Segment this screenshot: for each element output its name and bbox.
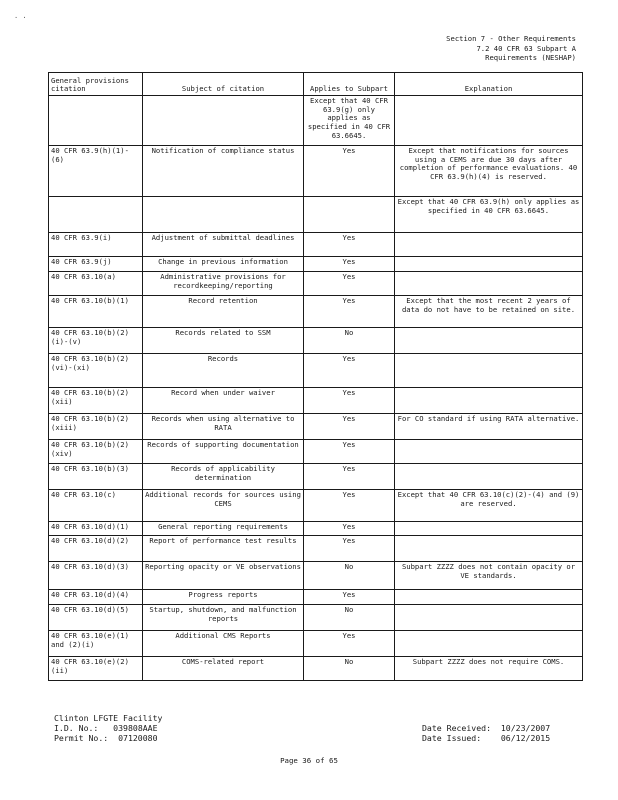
explanation-cell: Subpart ZZZZ does not require COMS. [395, 657, 583, 681]
explanation-cell [395, 233, 583, 257]
permit-label: Permit No.: [54, 733, 109, 744]
explanation-cell [395, 522, 583, 536]
applies-cell: No [304, 657, 395, 681]
subject-cell: Records when using alternative to RATA [143, 414, 304, 440]
table-row [49, 605, 583, 631]
applies-cell: Yes [304, 257, 395, 272]
table-row [49, 464, 583, 490]
subject-cell: Progress reports [143, 590, 304, 605]
explanation-cell [395, 440, 583, 464]
citation-cell: 40 CFR 63.10(b)(3) [49, 464, 143, 490]
applies-cell: Yes [304, 296, 395, 328]
citation-cell: 40 CFR 63.10(c) [49, 490, 143, 522]
subject-cell: Additional CMS Reports [143, 631, 304, 657]
header-line-1: Section 7 - Other Requirements [446, 34, 576, 43]
applies-cell: Yes [304, 522, 395, 536]
applies-cell: Yes [304, 490, 395, 522]
table-row [49, 631, 583, 657]
table-row [49, 562, 583, 590]
subject-cell: General reporting requirements [143, 522, 304, 536]
date-received-value: 10/23/2007 [500, 723, 551, 733]
header-line-3: Requirements (NESHAP) [485, 53, 576, 63]
date-issued-label: Date Issued: [422, 733, 482, 744]
section-header [446, 34, 576, 63]
subject-cell: Records related to SSM [143, 328, 304, 354]
table-row [49, 257, 583, 272]
date-issued-line [422, 733, 550, 743]
table-header-row [49, 73, 583, 96]
explanation-cell [395, 328, 583, 354]
table-row [49, 388, 583, 414]
citation-cell: 40 CFR 63.10(d)(5) [49, 605, 143, 631]
citation-cell: 40 CFR 63.9(j) [49, 257, 143, 272]
date-info [422, 723, 550, 743]
explanation-cell: Subpart ZZZZ does not contain opacity or VE standards. [395, 562, 583, 590]
table-row [49, 522, 583, 536]
explanation-cell [395, 590, 583, 605]
applies-cell: Yes [304, 631, 395, 657]
citation-cell: 40 CFR 63.10(b)(2)(xiv) [49, 440, 143, 464]
explanation-cell: Except that 40 CFR 63.10(c)(2)-(4) and (9) are reserved. [395, 490, 583, 522]
citation-cell: 40 CFR 63.10(a) [49, 272, 143, 296]
scan-speck: · · [14, 14, 27, 22]
subject-cell: Reporting opacity or VE observations [143, 562, 304, 590]
explanation-cell [395, 257, 583, 272]
applies-cell: No [304, 328, 395, 354]
subject-cell: Administrative provisions for recordkeeping/reporting [143, 272, 304, 296]
header-line-2: 7.2 40 CFR 63 Subpart A [476, 43, 576, 53]
subject-cell: Records [143, 354, 304, 388]
facility-id-line [54, 723, 162, 733]
citation-cell: 40 CFR 63.10(d)(1) [49, 522, 143, 536]
explanation-cell: Except that the most recent 2 years of data do not have to be retained on site. [395, 296, 583, 328]
table-row [49, 328, 583, 354]
column-header-applies: Applies to Subpart [304, 73, 395, 96]
explanation-cell [395, 354, 583, 388]
table-row [49, 490, 583, 522]
subject-cell: Records of supporting documentation [143, 440, 304, 464]
citation-cell: 40 CFR 63.10(e)(2)(ii) [49, 657, 143, 681]
applies-cell: Yes [304, 388, 395, 414]
applies-cell [304, 197, 395, 233]
table-row [49, 590, 583, 605]
applies-cell: Yes [304, 536, 395, 562]
applies-cell: Yes [304, 590, 395, 605]
subject-cell: Change in previous information [143, 257, 304, 272]
table-row [49, 233, 583, 257]
subject-cell: Startup, shutdown, and malfunction reports [143, 605, 304, 631]
explanation-cell [395, 605, 583, 631]
date-issued-value: 06/12/2015 [500, 733, 551, 744]
table-row [49, 146, 583, 197]
citation-cell [49, 197, 143, 233]
applies-cell: Yes [304, 440, 395, 464]
citation-cell: 40 CFR 63.10(b)(2)(xiii) [49, 414, 143, 440]
subject-cell: Additional records for sources using CEMS [143, 490, 304, 522]
applies-cell: Yes [304, 464, 395, 490]
column-header-explanation: Explanation [395, 73, 583, 96]
table-row [49, 197, 583, 233]
explanation-cell: For CO standard if using RATA alternative. [395, 414, 583, 440]
table-row [49, 296, 583, 328]
explanation-cell [395, 631, 583, 657]
facility-name: Clinton LFGTE Facility [54, 713, 163, 723]
applies-cell: Yes [304, 146, 395, 197]
column-header-citation: General provisions citation [49, 73, 143, 96]
applies-cell: Except that 40 CFR 63.9(g) only applies as specified in 40 CFR 63.6645. [304, 96, 395, 146]
citation-cell: 40 CFR 63.10(d)(3) [49, 562, 143, 590]
permit-line [54, 733, 162, 743]
table-row [49, 354, 583, 388]
explanation-cell: Except that 40 CFR 63.9(h) only applies as specified in 40 CFR 63.6645. [395, 197, 583, 233]
applies-cell: Yes [304, 354, 395, 388]
citation-cell: 40 CFR 63.10(b)(2)(xii) [49, 388, 143, 414]
citation-cell: 40 CFR 63.10(d)(4) [49, 590, 143, 605]
citation-cell: 40 CFR 63.10(d)(2) [49, 536, 143, 562]
subject-cell: Record retention [143, 296, 304, 328]
subject-cell: Record when under waiver [143, 388, 304, 414]
page-number: Page 36 of 65 [280, 756, 338, 765]
column-header-subject: Subject of citation [143, 73, 304, 96]
facility-info [54, 713, 162, 744]
subject-cell: Records of applicability determination [143, 464, 304, 490]
subject-cell: Notification of compliance status [143, 146, 304, 197]
permit-value: 07120080 [118, 733, 158, 744]
table-row [49, 414, 583, 440]
explanation-cell [395, 272, 583, 296]
subject-cell: Report of performance test results [143, 536, 304, 562]
explanation-cell: Except that notifications for sources using a CEMS are due 30 days after completion of performance evaluations. 40 CFR 63.9(h)(4) is reserved. [395, 146, 583, 197]
applies-cell: No [304, 562, 395, 590]
subject-cell [143, 96, 304, 146]
explanation-cell [395, 388, 583, 414]
subject-cell: COMS-related report [143, 657, 304, 681]
general-provisions-table [48, 72, 583, 681]
citation-cell: 40 CFR 63.10(e)(1) and (2)(i) [49, 631, 143, 657]
table-row [49, 96, 583, 146]
citation-cell: 40 CFR 63.10(b)(2)(vi)-(xi) [49, 354, 143, 388]
table-row [49, 536, 583, 562]
citation-cell: 40 CFR 63.9(h)(1)-(6) [49, 146, 143, 197]
subject-cell [143, 197, 304, 233]
subject-cell: Adjustment of submittal deadlines [143, 233, 304, 257]
applies-cell: Yes [304, 272, 395, 296]
applies-cell: Yes [304, 233, 395, 257]
date-received-label: Date Received: [422, 723, 492, 733]
date-received-line [422, 723, 550, 733]
applies-cell: No [304, 605, 395, 631]
facility-id-value: 039808AAE [113, 723, 158, 734]
explanation-cell [395, 464, 583, 490]
table-row [49, 440, 583, 464]
citation-cell [49, 96, 143, 146]
table-row [49, 272, 583, 296]
citation-cell: 40 CFR 63.9(i) [49, 233, 143, 257]
citation-cell: 40 CFR 63.10(b)(2)(i)-(v) [49, 328, 143, 354]
explanation-cell [395, 96, 583, 146]
table-row [49, 657, 583, 681]
explanation-cell [395, 536, 583, 562]
applies-cell: Yes [304, 414, 395, 440]
citation-cell: 40 CFR 63.10(b)(1) [49, 296, 143, 328]
facility-id-label: I.D. No.: [54, 723, 99, 734]
